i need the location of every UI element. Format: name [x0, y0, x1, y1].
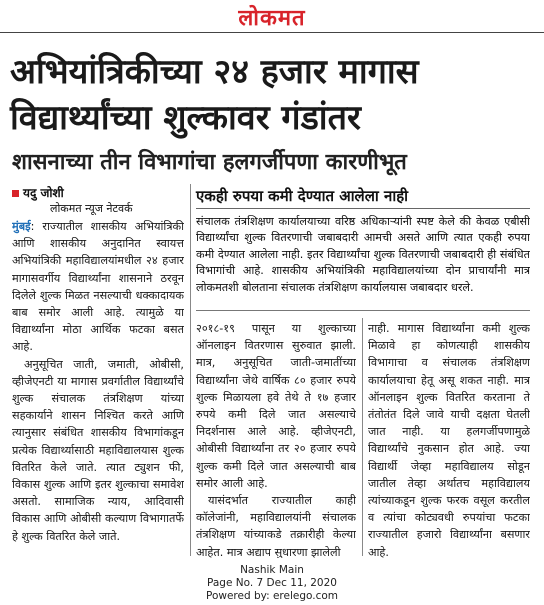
- col1-para1: : राज्यातील शासकीय अभियांत्रिकी आणि शासकीय अनुदानित स्वायत्त अभियांत्रिकी महाविद्यालयांमधील २४ हजार मागासवर्गीय विद्यार्थ्यांना शासनाने ठरवून दिलेले शुल्क मिळत नसल्याची धक्कादायक बाब समोर आली आहे. त्यामुळे या विद्यार्थ्यांना मोठा आर्थिक फटका बसत आहे.: [12, 220, 184, 354]
- col2-para1: २०१८-१९ पासून या शुल्काच्या ऑनलाइन वितरणास सुरुवात झाली. मात्र, अनुसूचित जाती-जमातींच्या विद्यार्थ्यांना जेथे वार्षिक ८० हजार रुपये शुल्क मिळायला हवे तेथे ते १७ हजार रुपये कमी दिले जात असल्याचे निदर्शनास आले आहे. व्हीजेएनटी, ओबीसी विद्यार्थ्यांना तर २० हजार रुपये शुल्क कमी दिले जात असल्याची बाब समोर आली आहे.: [196, 322, 356, 490]
- subheadline: शासनाच्या तीन विभागांचा हलगर्जीपणा कारणीभूत: [12, 150, 407, 175]
- headline-line1: अभियांत्रिकीच्या २४ हजार मागास: [10, 52, 419, 92]
- column-divider-right: [362, 318, 363, 556]
- col1-para2: अनुसूचित जाती, जमाती, ओबीसी, व्हीजेएनटी या मागास प्रवर्गातील विद्यार्थ्यांचे शुल्क संचालक तंत्रशिक्षण यांच्या सहकार्याने शासन निश्चित करते आणि त्यानुसार संबंधित शासकीय विभागांकडून प्रत्येक विद्यार्थ्यासाठी महाविद्यालयास शुल्क वितरित केले जाते. त्यात ट्युशन फी, विकास शुल्क आणि इतर शुल्काचा समावेश असतो. सामाजिक न्याय, आदिवासी विकास आणि ओबीसी कल्याण विभागातर्फे हे शुल्क वितरित केले जाते.: [12, 357, 184, 543]
- byline-marker: [12, 190, 19, 197]
- highlight-box: संचालक तंत्रशिक्षण कार्यालयाच्या वरिष्ठ अधिकाऱ्यांनी स्पष्ट केले की केवळ एबीसी विद्यार्थ्यांचा शुल्क वितरणाची जबाबदारी आमची असते आणि त्यात एकही रुपया कमी देण्यात आलेला नाही. इतर विद्यार्थ्यांचा शुल्क वितरणाची जबाबदारी ही संबंधित विभागांची आहे. शासकीय अभियांत्रिकी महाविद्यालयांच्या दोन प्राचार्यांनी मात्र लोकमतशी बोलताना संचालक तंत्रशिक्षण कार्यालयास जबाबदार धरले.: [196, 215, 530, 294]
- masthead: [0, 0, 544, 30]
- footer-page-date: Page No. 7 Dec 11, 2020: [207, 577, 337, 589]
- byline: [12, 185, 192, 217]
- headline-line2: विद्यार्थ्यांच्या शुल्कावर गंडांतर: [10, 98, 361, 138]
- article-column-1: [12, 218, 184, 558]
- column-divider-left: [190, 184, 191, 556]
- article-column-3: [368, 320, 530, 558]
- byline-name: यदु जोशी: [23, 186, 64, 200]
- footer-powered-link[interactable]: Powered by: erelego.com: [205, 590, 339, 602]
- quote-rule: [196, 208, 530, 209]
- masthead-rule: [0, 32, 544, 33]
- article-column-2: [196, 320, 356, 558]
- highlight-bottom-rule: [196, 310, 530, 311]
- col2-para2: यासंदर्भात राज्यातील काही कॉलेजांनी, महाविद्यालयांनी संचालक तंत्रशिक्षण यांच्याकडे तक्रारीही केल्या आहेत. मात्र अद्याप सुधारणा झालेली: [196, 494, 356, 558]
- footer-edition: Nashik Main: [240, 564, 304, 576]
- quote-title: एकही रुपया कमी देण्यात आलेला नाही: [196, 187, 409, 205]
- dateline: मुंबई: [12, 220, 31, 233]
- masthead-logo: लोकमत: [238, 5, 306, 31]
- page-footer: [0, 564, 544, 603]
- byline-org: लोकमत न्यूज नेटवर्क: [50, 202, 133, 215]
- col3-para1: नाही. मागास विद्यार्थ्यांना कमी शुल्क मिळावे हा कोणत्याही शासकीय विभागाचा व संचालक तंत्रशिक्षण कार्यालयाचा हेतू असू शकत नाही. मात्र ऑनलाइन शुल्क वितरित करताना ते तंतोतंत दिले जावे याची दक्षता घेतली जात नाही. या हलगर्जीपणामुळे विद्यार्थ्यांचे नुकसान होत आहे. ज्या विद्यार्थी जेव्हा महाविद्यालय सोडून जातील तेव्हा अर्थातच महाविद्यालय त्यांच्याकडून शुल्क फरक वसूल करतील व त्यांचा कोट्यवधी रुपयांचा फटका राज्यातील हजारो विद्यार्थ्यांना बसणार आहे.: [368, 322, 530, 558]
